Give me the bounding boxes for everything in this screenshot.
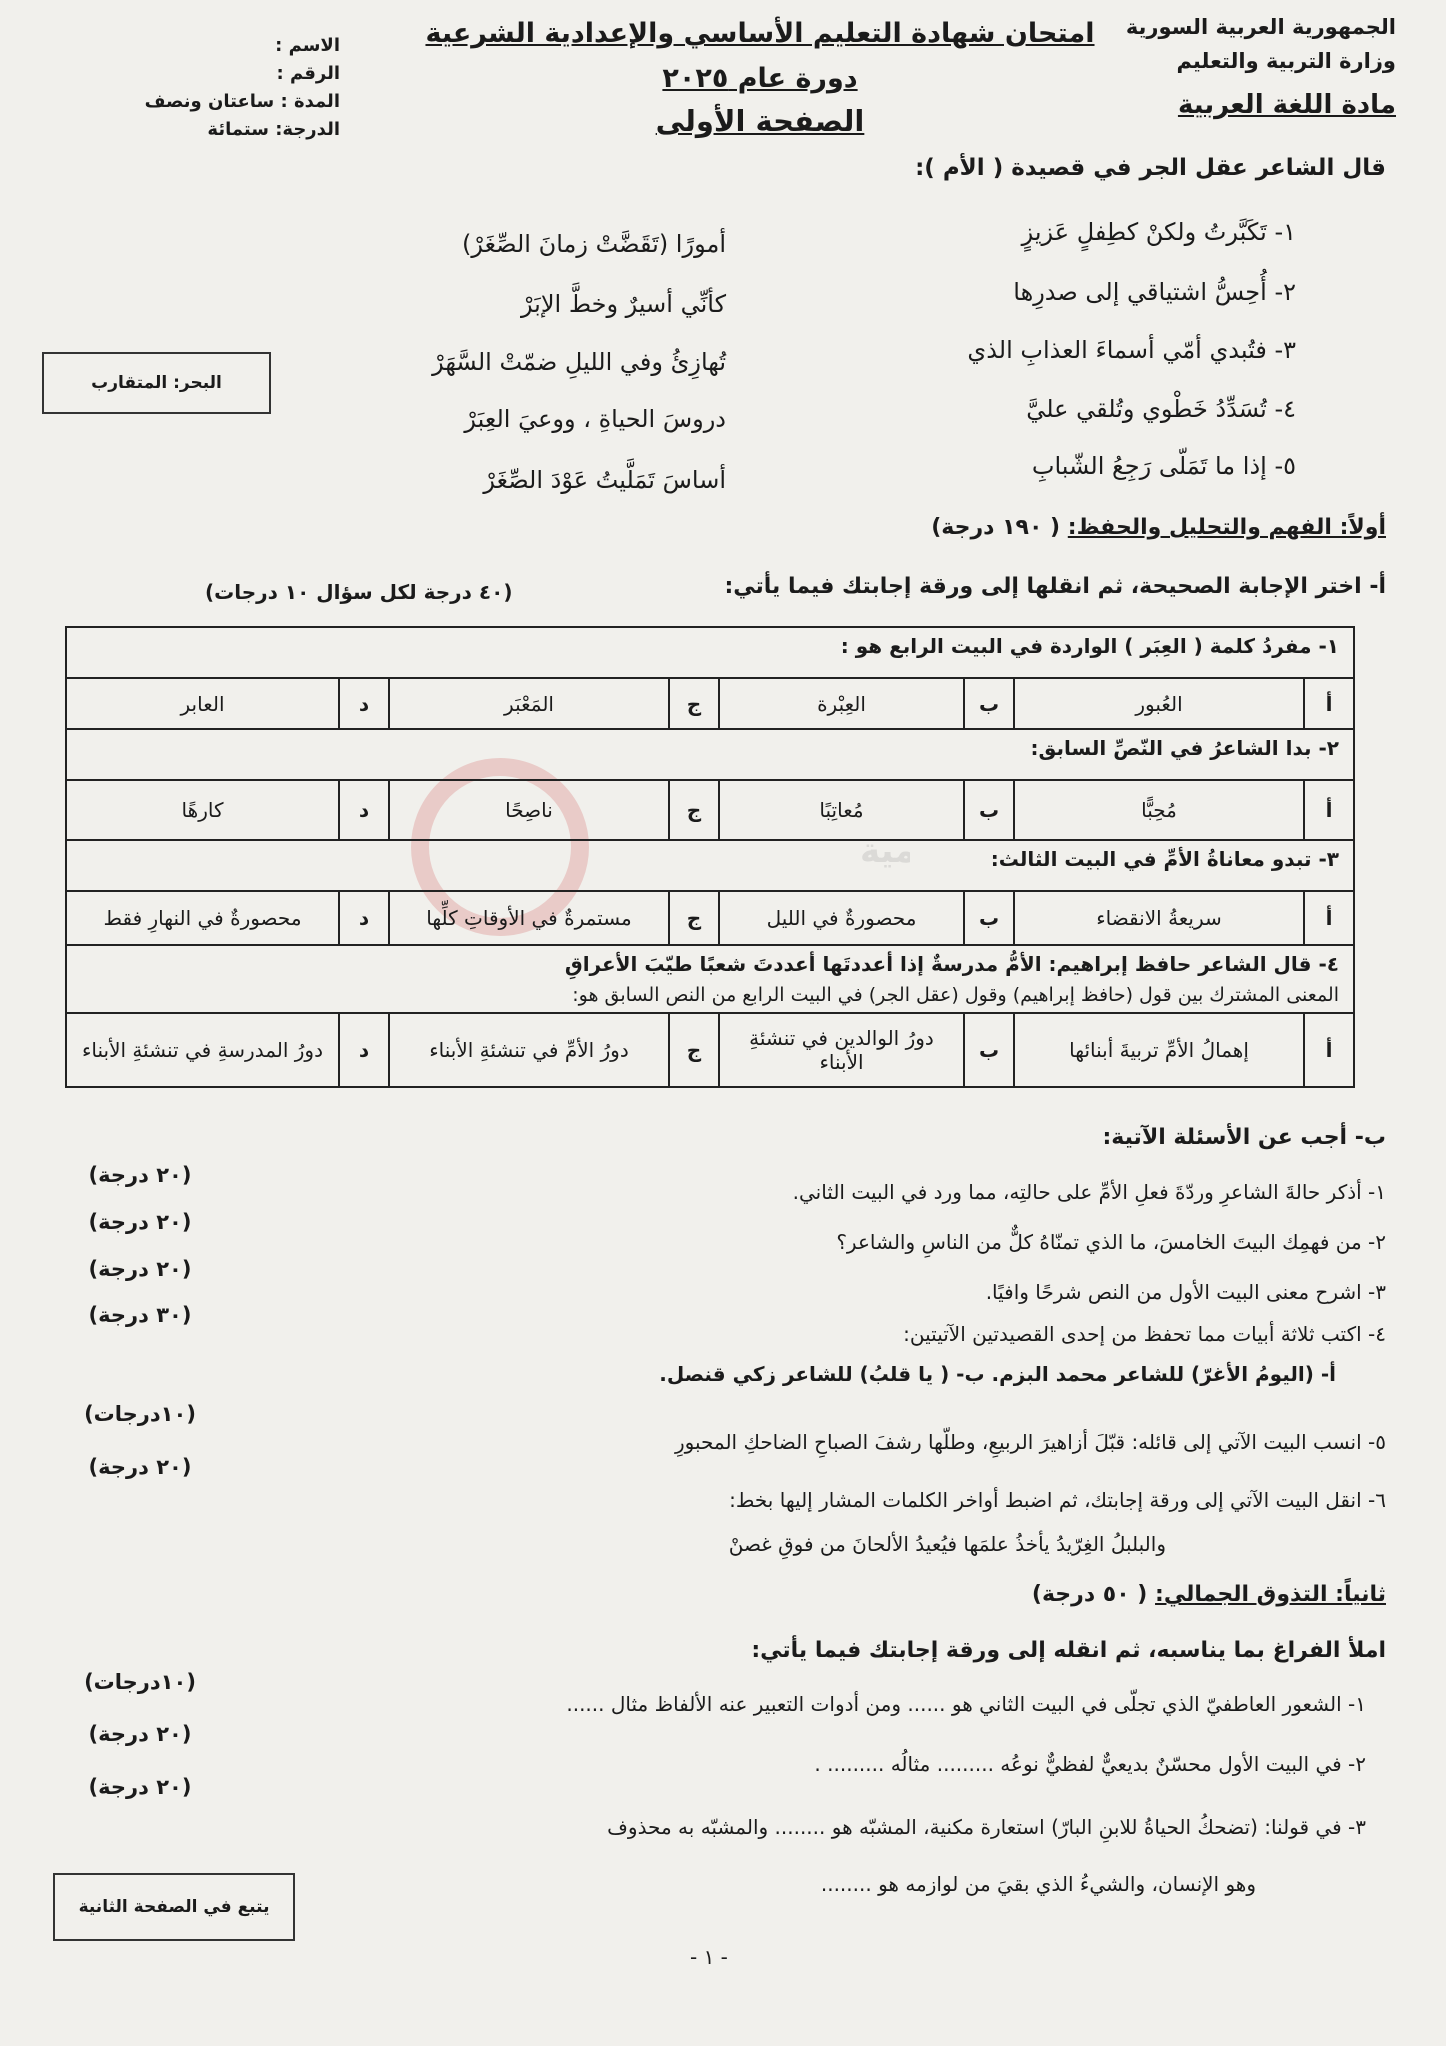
country-name: الجمهورية العربية السورية (1125, 15, 1396, 39)
s2-item-2: ٢- في البيت الأول محسّنٌ بديعيٌّ لفظيٌّ نوعُه ......... مثالُه ......... . (814, 1752, 1366, 1776)
mcq-q2-letter-a: أ (1303, 781, 1353, 839)
meter-box: البحر: المتقارب (42, 352, 271, 414)
mcq-q2-text: ٢- بدا الشاعرُ في النّصِّ السابق: (1030, 736, 1339, 760)
section1-heading (40, 515, 1386, 540)
mcq-q1-option-c: المَعْبَر (388, 679, 668, 728)
s2-item-3-cont: وهو الإنسان، والشيءُ الذي بقيَ من لوازمه هو ........ (820, 1872, 1256, 1896)
mcq-q2-options-row (67, 781, 1353, 841)
mcq-q4-letter-a: أ (1303, 1014, 1353, 1086)
b-item-6: ٦- انقل البيت الآتي إلى ورقة إجابتك، ثم اضبط أواخر الكلمات المشار إليها بخط: (729, 1488, 1386, 1512)
b-item-1: ١- أذكر حالةَ الشاعرِ وردّةَ فعلِ الأمِّ على حالتِه، مما ورد في البيت الثاني. (792, 1180, 1386, 1204)
section1-marks: ( ١٩٠ درجة) (931, 515, 1061, 540)
subject-name: مادة اللغة العربية (1177, 90, 1396, 120)
poem-line-2-right: ٢- أُحِسُّ اشتياقي إلى صدرِها (1013, 278, 1296, 306)
header-left (110, 32, 340, 144)
mcq-q1-letter-c: ج (668, 679, 718, 728)
mcq-q4-option-d: دورُ المدرسةِ في تنشئةِ الأبناء (82, 1038, 323, 1062)
section2-title: ثانياً: التذوق الجمالي: (1155, 1582, 1386, 1607)
section2-marks: ( ٥٠ درجة) (1031, 1582, 1148, 1607)
grade-label: الدرجة: ستمائة (207, 119, 340, 140)
mcq-q3-letter-d: د (338, 892, 388, 944)
poem-line-3-left: تُهازِئُ وفي الليلِ ضمّتْ السَّهَرْ (432, 348, 726, 376)
mcq-q4-block (67, 946, 1353, 1012)
s2-item-3: ٣- في قولنا: (تضحكُ الحياةُ للابنِ البارّ) استعارة مكنية، المشبّه هو ........ والمشبّه به محذوف (607, 1815, 1366, 1839)
poem-line-2-left: كأنِّي أسيرٌ وخطَّ الإبَرْ (520, 290, 726, 318)
header-center (420, 18, 1100, 138)
section2-instruction: املأ الفراغ بما يناسبه، ثم انقله إلى ورقة إجابتك فيما يأتي: (751, 1638, 1386, 1663)
b-item-3: ٣- اشرح معنى البيت الأول من النص شرحًا وافيًا. (985, 1280, 1386, 1304)
mcq-q1-letter-a: أ (1303, 679, 1353, 728)
mcq-q1-text: ١- مفردُ كلمة ( العِبَر ) الواردة في البيت الرابع هو : (840, 634, 1339, 658)
b-item-6-marks: (٢٠ درجة) (88, 1455, 192, 1479)
mcq-q4-option-a: إهمالُ الأمِّ تربيةَ أبنائها (1013, 1014, 1303, 1086)
s2-item-1: ١- الشعور العاطفيّ الذي تجلّى في البيت الثاني هو ...... ومن أدوات التعبير عنه الألفاظ مثال ...... (566, 1692, 1366, 1716)
poem-line-4-left: دروسَ الحياةِ ، ووعيَ العِبَرْ (464, 405, 726, 433)
mcq-q2-option-c: ناصِحًا (388, 781, 668, 839)
mcq-q3-question-row (67, 841, 1353, 892)
b-item-4-choices: أ- (اليومُ الأغرّ) للشاعر محمد البزم. ب- ( يا قلبُ) للشاعر زكي قنصل. (659, 1362, 1336, 1386)
mcq-q3-option-b: محصورةٌ في الليل (718, 892, 963, 944)
watermark-text: مية (860, 831, 910, 871)
poem-line-5-right: ٥- إذا ما تَمَلّى رَجِعُ الشّبابِ (1031, 452, 1296, 480)
mcq-q3-option-a: سريعةُ الانقضاء (1013, 892, 1303, 944)
page-number: - ١ - (690, 1945, 728, 1969)
mcq-q3-option-c: مستمرةٌ في الأوقاتِ كلِّها (388, 892, 668, 944)
mcq-q3-letter-b: ب (963, 892, 1013, 944)
s2-item-2-marks: (٢٠ درجة) (88, 1722, 192, 1746)
mcq-q4-letter-c: ج (668, 1014, 718, 1086)
mcq-q3-options-row (67, 892, 1353, 946)
student-name-label: الاسم : (275, 35, 340, 56)
b-item-4: ٤- اكتب ثلاثة أبيات مما تحفظ من إحدى القصيدتين الآتيتين: (903, 1322, 1386, 1346)
mcq-q1-letter-d: د (338, 679, 388, 728)
b-item-3-marks: (٢٠ درجة) (88, 1257, 192, 1281)
mcq-q1-options-row (67, 679, 1353, 730)
mcq-q2-letter-c: ج (668, 781, 718, 839)
intro-text: قال الشاعر عقل الجر في قصيدة ( الأم ): (915, 155, 1386, 181)
poem-line-1-right: ١- تَكَبَّرتُ ولكنْ كطِفلٍ عَزيزٍ (1021, 218, 1296, 246)
student-number-label: الرقم : (276, 63, 340, 84)
b-item-1-marks: (٢٠ درجة) (88, 1163, 192, 1187)
section1-a-marks: (٤٠ درجة لكل سؤال ١٠ درجات) (205, 580, 513, 604)
mcq-q4-text: ٤- قال الشاعر حافظ إبراهيم: الأمُّ مدرسةٌ إذا أعددتَها أعددتَ شعبًا طيّبَ الأعراقِ (564, 952, 1339, 976)
mcq-q4-option-b: دورُ الوالدين في تنشئةِ الأبناء (718, 1014, 963, 1086)
b-item-5: ٥- انسب البيت الآتي إلى قائله: قبّلَ أزاهيرَ الربيعِ، وطلّها رشفَ الصباحِ الضاحكِ المحبورِ (674, 1430, 1386, 1454)
s2-item-1-marks: (١٠درجات) (84, 1670, 196, 1694)
continue-note: يتبع في الصفحة الثانية (53, 1873, 295, 1941)
header-right (1126, 10, 1396, 122)
ministry-name: وزارة التربية والتعليم (1176, 49, 1396, 73)
mcq-q1-option-d: العابر (180, 691, 225, 716)
mcq-q3-text: ٣- تبدو معاناةُ الأمِّ في البيت الثالث: (990, 847, 1339, 871)
poem-line-4-right: ٤- تُسَدِّدُ خَطْوي وتُلقي عليَّ (1026, 395, 1296, 423)
mcq-q1-question-row (67, 628, 1353, 679)
mcq-q2-option-a: مُحِبًّا (1013, 781, 1303, 839)
duration-label: المدة : ساعتان ونصف (144, 91, 340, 112)
poem-line-3-right: ٣- فتُبدي أمّي أسماءَ العذابِ الذي (967, 336, 1296, 364)
mcq-q4-letter-d: د (338, 1014, 388, 1086)
b-item-5-marks: (١٠درجات) (84, 1402, 196, 1426)
section-b-title: ب- أجب عن الأسئلة الآتية: (1102, 1125, 1386, 1150)
exam-title: امتحان شهادة التعليم الأساسي والإعدادية الشرعية (425, 18, 1095, 49)
section1-a-label: أ- اختر الإجابة الصحيحة، ثم انقلها إلى ورقة إجابتك فيما يأتي: (724, 574, 1386, 599)
mcq-q2-option-d: كارهًا (181, 798, 224, 822)
b-item-2: ٢- من فهمِك البيتَ الخامسَ، ما الذي تمنّاهُ كلٌّ من الناسِ والشاعر؟ (836, 1230, 1386, 1254)
mcq-q3-letter-a: أ (1303, 892, 1353, 944)
mcq-q3-option-d: محصورةٌ في النهارِ فقط (103, 906, 302, 930)
b-item-2-marks: (٢٠ درجة) (88, 1210, 192, 1234)
mcq-q4-subtext: المعنى المشترك بين قول (حافظ إبراهيم) وقول (عقل الجر) في البيت الرابع من النص السابق هو: (572, 984, 1339, 1006)
s2-item-3-marks: (٢٠ درجة) (88, 1775, 192, 1799)
mcq-q4-question-row (67, 946, 1353, 1014)
mcq-q3-letter-c: ج (668, 892, 718, 944)
page-title: الصفحة الأولى (655, 104, 865, 138)
mcq-q4-options-row (67, 1014, 1353, 1086)
mcq-q2-option-b: مُعاتِبًا (718, 781, 963, 839)
mcq-q1-option-b: العِبْرة (718, 679, 963, 728)
mcq-table (65, 626, 1355, 1088)
mcq-q2-letter-b: ب (963, 781, 1013, 839)
b-item-6-verse: والبلبلُ الغِرّيدُ يأخذُ علمَها فيُعيدُ الألحانَ من فوقِ غصنْ (728, 1532, 1166, 1556)
mcq-q1-letter-b: ب (963, 679, 1013, 728)
mcq-q2-letter-d: د (338, 781, 388, 839)
exam-session: دورة عام ٢٠٢٥ (662, 63, 858, 94)
mcq-q4-option-c: دورُ الأمِّ في تنشئةِ الأبناء (388, 1014, 668, 1086)
section2-heading (40, 1582, 1386, 1607)
poem-line-5-left: أساسَ تَمَلَّيتُ عَوْدَ الصِّغَرْ (483, 466, 726, 494)
poem-line-1-left: أمورًا (تَقَضَّتْ زمانَ الصِّغَرْ) (462, 230, 726, 258)
section1-title: أولاً: الفهم والتحليل والحفظ: (1067, 515, 1386, 540)
mcq-q4-letter-b: ب (963, 1014, 1013, 1086)
b-item-4-marks: (٣٠ درجة) (88, 1303, 192, 1327)
mcq-q1-option-a: العُبور (1013, 679, 1303, 728)
mcq-q2-question-row (67, 730, 1353, 781)
